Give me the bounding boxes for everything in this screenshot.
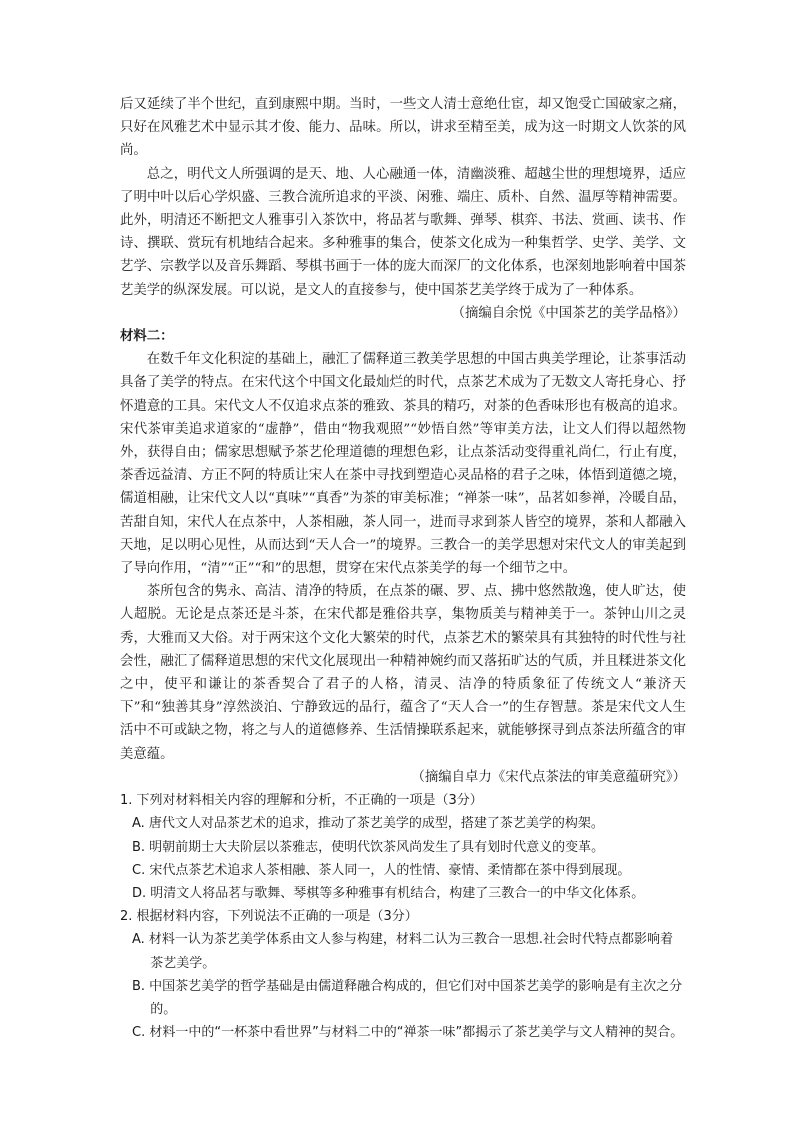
option-c: C. 材料一中的“一杯茶中看世界”与材料二中的“禅茶一味”都揭示了茶艺美学与文人精神的契合。 bbox=[132, 1025, 684, 1041]
material1-source: （摘编自余悦《中国茶艺的美学品格》） bbox=[451, 305, 686, 321]
question-1 bbox=[120, 789, 686, 905]
material1-paragraph-2: 总之，明代文人所强调的是天、地、人心融通一体，清幽淡雅、超越尘世的理想境界，适应了明中叶以后心学炽盛、三教合流所追求的平淡、闲雅、端庄、质朴、自然、温厚等精神需要。此外，明清还不断把文人雅事引入茶饮中，将品茗与歌舞、弹琴、棋弈、书法、赏画、读书、作诗、撰联、赏玩有机地结合起来。多种雅事的集合，使茶文化成为一种集哲学、史学、美学、文艺学、宗教学以及音乐舞蹈、琴棋书画于一体的庞大而深厂的文化体系，也深刻地影响着中国茶艺美学的纵深发展。可以说，是文人的直接参与，使中国茶艺美学终于成为了一种体系。 bbox=[120, 166, 686, 298]
option-d: D. 明清文人将品茗与歌舞、琴棋等多种雅事有机结合，构建了三教合一的中华文化体系。 bbox=[132, 885, 645, 901]
option-a: A. 唐代文人对品茶艺术的追求，推动了茶艺美学的成型，搭建了茶艺美学的构架。 bbox=[132, 816, 604, 832]
option-a: A. 材料一认为茶艺美学体系由文人参与构建，材料二认为三教合一思想.社会时代特点都影响着茶艺美学。 bbox=[132, 932, 674, 971]
material2-source: （摘编自卓力《宋代点茶法的审美意蕴研究》） bbox=[411, 769, 686, 785]
question-stem: 2. 根据材料内容，下列说法不正确的一项是（3分） bbox=[120, 909, 418, 925]
option-b: B. 中国茶艺美学的哲学基础是由儒道释融合构成的，但它们对中国茶艺美学的影响是有主次之分的。 bbox=[132, 978, 683, 1017]
material2-heading: 材料二： bbox=[120, 329, 174, 345]
material2-paragraph-2: 茶所包含的隽永、高洁、清净的特质，在点茶的碾、罗、点、拂中悠然散逸，使人旷达，使人超脱。无论是点茶还是斗茶，在宋代都是雅俗共享，集物质美与精神美于一。茶钟山川之灵秀，大雅而又大俗。对于两宋这个文化大繁荣的时代，点茶艺术的繁荣具有其独特的时代性与社会性，融汇了儒释道思想的宋代文化展现出一种精神婉约而又落拓旷达的气质，并且糅进茶文化之中，使平和谦让的茶香契合了君子的人格，清灵、洁净的特质象征了传统文人“兼济天下”和“独善其身”淳然淡泊、宁静致远的品行，蕴含了“天人合一”的生存智慧。茶是宋代文人生活中不可或缺之物，将之与人的道德修养、生活情操联系起来，就能够探寻到点茶法所蕴含的审美意蕴。 bbox=[120, 584, 686, 762]
option-c: C. 宋代点茶艺术追求人茶相融、茶人同一，人的性情、豪情、柔情都在茶中得到展现。 bbox=[132, 862, 631, 878]
option-b: B. 明朝前期士大夫阶层以茶雅志，使明代饮茶风尚发生了具有划时代意义的变革。 bbox=[132, 839, 605, 855]
question-stem: 1. 下列对材料相关内容的理解和分析，不正确的一项是（3分） bbox=[120, 793, 483, 809]
material1-paragraph-1: 后又延续了半个世纪，直到康熙中期。当时，一些文人清士意绝仕宦，却又饱受亡国破家之痛，只好在风雅艺术中显示其才俊、能力、品味。所以，讲求至精至美，成为这一时期文人饮茶的风尚。 bbox=[120, 97, 686, 159]
document-page bbox=[120, 93, 686, 1044]
material2-paragraph-1: 在数千年文化积淀的基础上，融汇了儒释道三教美学思想的中国古典美学理论，让茶事活动具备了美学的特点。在宋代这个中国文化最灿烂的时代，点茶艺术成为了无数文人寄托身心、抒怀遣意的工具。宋代文人不仅追求点茶的雅致、茶具的精巧，对茶的色香味形也有极高的追求。宋代茶审美追求道家的“虚静”，借由“物我观照”“妙悟自然”等审美方法，让文人们得以超然物外，获得自由；儒家思想赋予茶艺伦理道德的理想色彩，让点茶活动变得重礼尚仁，行止有度，茶香远益清、方正不阿的特质让宋人在茶中寻找到塑造心灵品格的君子之味，体悟到道德之境，儒道相融，让宋代文人以“真味”“真香”为茶的审美标准；“禅茶一味”，品茗如参禅，冷暖自品，苦甜自知，宋代人在点茶中，人茶相融，茶人同一，进而寻求到茶人皆空的境界，茶和人都融入天地，足以明心见性，从而达到“天人合一”的境界。三教合一的美学思想对宋代文人的审美起到了导向作用，“清”“正”“和”的思想，贯穿在宋代点茶美学的每一个细节之中。 bbox=[120, 352, 686, 577]
question-2 bbox=[120, 905, 686, 1044]
